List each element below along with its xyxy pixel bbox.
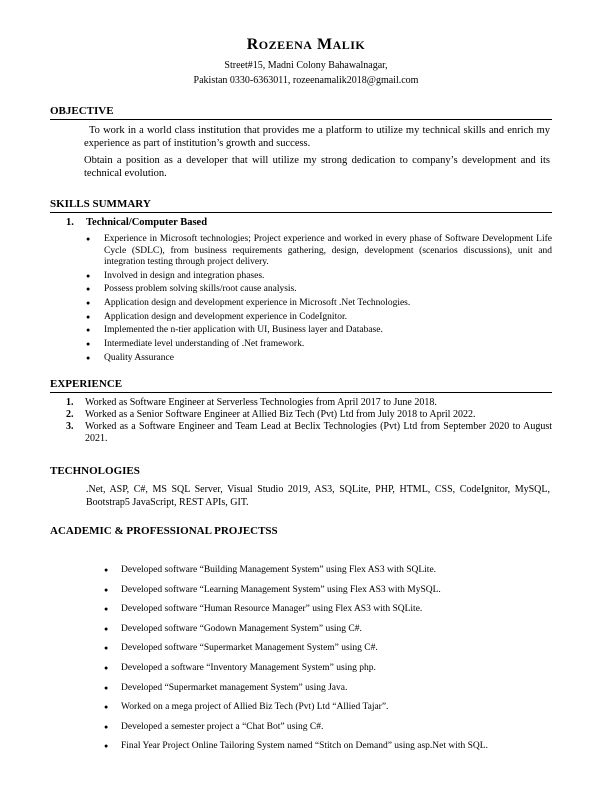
skill-item: ● Quality Assurance bbox=[86, 353, 552, 365]
skill-item: ● Application design and development experience in CodeIgnitor. bbox=[86, 312, 552, 324]
project-item: ● Developed software “Learning Management System” using Flex AS3 with MySQL. bbox=[104, 584, 554, 604]
skills-subheading-text: Technical/Computer Based bbox=[86, 217, 208, 228]
skills-heading: SKILLS SUMMARY bbox=[50, 198, 552, 213]
skill-item: ● Implemented the n-tier application with UI, Business layer and Database. bbox=[86, 325, 552, 337]
skills-subheading bbox=[66, 217, 207, 228]
skill-item: ● Possess problem solving skills/root cause analysis. bbox=[86, 284, 552, 296]
address-line-2: Pakistan 0330-6363011, rozeenamalik2018@gmail.com bbox=[193, 75, 419, 86]
experience-text: Worked as a Senior Software Engineer at Allied Biz Tech (Pvt) Ltd from July 2018 to April 2022. bbox=[85, 409, 476, 420]
name-first-rest: OZEENA bbox=[258, 38, 313, 52]
experience-number: 1. bbox=[66, 397, 74, 408]
skill-item: ● Experience in Microsoft technologies; Project experience and worked in every phase of Software Development Life Cycle (SDLC), from business requirements gathering, design, development (scenarios discussions), unit and integration testing through project delivery. bbox=[86, 234, 552, 269]
project-item: ● Developed software “Human Resource Manager” using Flex AS3 with SQLite. bbox=[104, 603, 554, 623]
experience-item bbox=[66, 421, 552, 445]
name-first-initial: R bbox=[246, 36, 259, 53]
experience-number: 2. bbox=[66, 409, 74, 420]
project-item: ● Developed “Supermarket management System” using Java. bbox=[104, 682, 554, 702]
skills-list bbox=[86, 234, 552, 367]
projects-list bbox=[104, 564, 554, 760]
experience-text: Worked as a Software Engineer and Team Lead at Beclix Technologies (Pvt) Ltd from September 2020 to August 2021. bbox=[85, 421, 552, 444]
skill-item: ● Application design and development experience in Microsoft .Net Technologies. bbox=[86, 298, 552, 310]
project-item: ● Final Year Project Online Tailoring System named “Stitch on Demand” using asp.Net with SQL. bbox=[104, 740, 554, 760]
experience-item bbox=[66, 397, 552, 409]
technologies-text: .Net, ASP, C#, MS SQL Server, Visual Studio 2019, AS3, SQLite, PHP, HTML, CSS, CodeIgnitor, MySQL, Bootstrap5 JavaScript, REST APIs, GIT. bbox=[86, 484, 550, 508]
experience-heading: EXPERIENCE bbox=[50, 378, 552, 393]
skills-subheading-number: 1. bbox=[66, 217, 74, 228]
project-item: ● Developed a semester project a “Chat Bot” using C#. bbox=[104, 721, 554, 741]
resume-name bbox=[0, 36, 612, 54]
experience-list bbox=[66, 397, 552, 445]
skill-item: ● Involved in design and integration phases. bbox=[86, 271, 552, 283]
experience-item bbox=[66, 409, 552, 421]
objective-paragraph-2: Obtain a position as a developer that will utilize my strong dedication to company’s development and its technical evolution. bbox=[84, 155, 550, 179]
name-last-rest: ALIK bbox=[332, 38, 366, 52]
technologies-heading: TECHNOLOGIES bbox=[50, 465, 140, 477]
skill-item: ● Intermediate level understanding of .Net framework. bbox=[86, 339, 552, 351]
address-line-1: Street#15, Madni Colony Bahawalnagar, bbox=[224, 60, 388, 71]
project-item: ● Developed software “Building Management System” using Flex AS3 with SQLite. bbox=[104, 564, 554, 584]
experience-number: 3. bbox=[66, 421, 74, 432]
experience-text: Worked as Software Engineer at Serverless Technologies from April 2017 to June 2018. bbox=[85, 397, 437, 408]
objective-paragraph-1: To work in a world class institution that provides me a platform to utilize my technical skills and enrich my experience as part of institution’s growth and success. bbox=[84, 125, 550, 149]
name-last-initial: M bbox=[316, 36, 333, 53]
project-item: ● Developed software “Supermarket Management System” using C#. bbox=[104, 642, 554, 662]
project-item: ● Developed a software “Inventory Management System” using php. bbox=[104, 662, 554, 682]
project-item: ● Worked on a mega project of Allied Biz Tech (Pvt) Ltd “Allied Tajar”. bbox=[104, 701, 554, 721]
objective-heading: OBJECTIVE bbox=[50, 105, 552, 120]
project-item: ● Developed software “Godown Management System” using C#. bbox=[104, 623, 554, 643]
projects-heading: ACADEMIC & PROFESSIONAL PROJECTSS bbox=[50, 525, 278, 537]
